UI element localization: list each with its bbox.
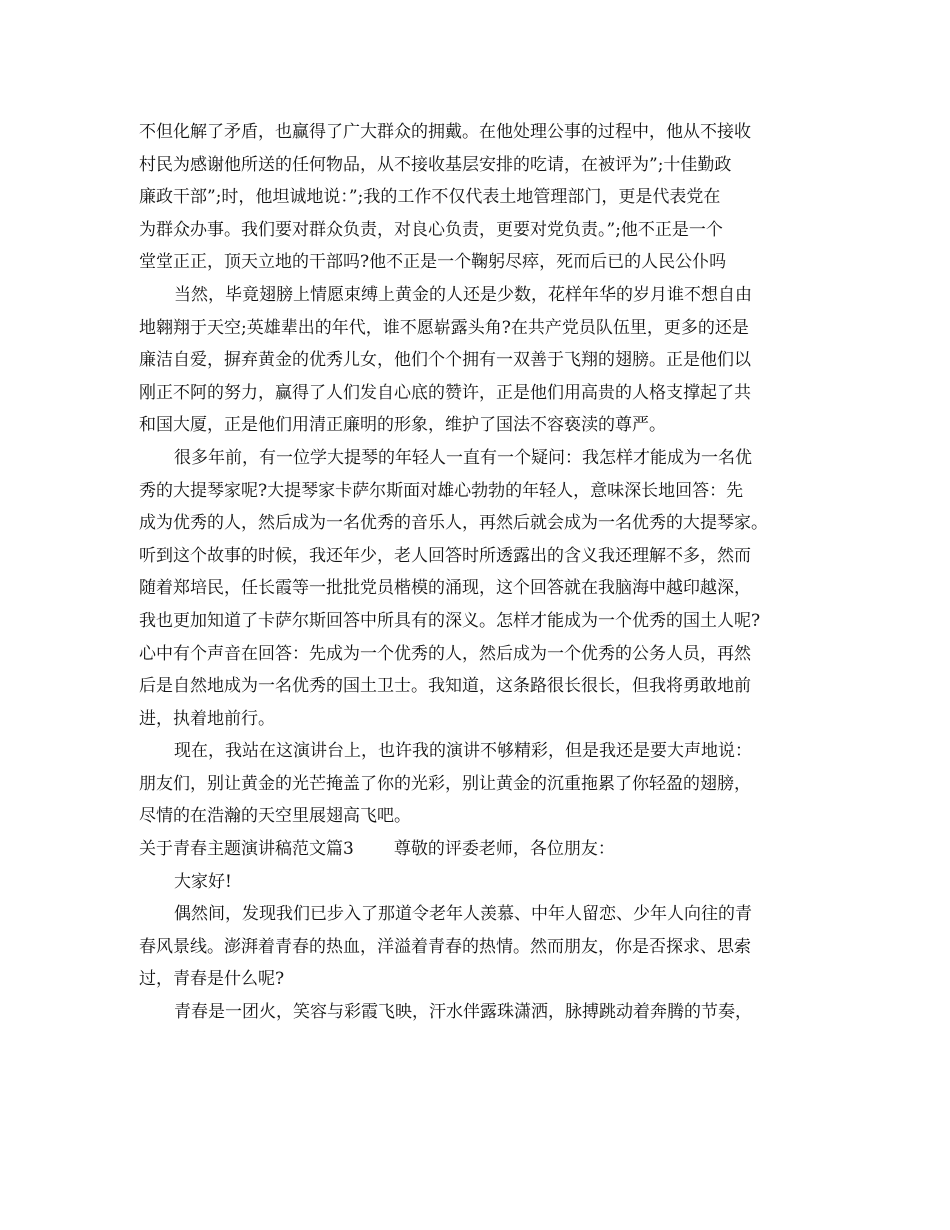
paragraph-line: 地翱翔于天空;英雄辈出的年代，谁不愿崭露头角?在共产党员队伍里，更多的还是 — [139, 317, 749, 338]
paragraph-line: 过，青春是什么呢? — [139, 969, 285, 990]
paragraph-line: 现在，我站在这演讲台上，也许我的演讲不够精彩，但是我还是要大声地说： — [174, 741, 752, 762]
paragraph-line: 随着郑培民，任长霞等一批批党员楷模的涌现，这个回答就在我脑海中越印越深， — [139, 578, 751, 599]
paragraph-line: 廉政干部”;时，他坦诚地说：”;我的工作不仅代表土地管理部门，更是代表党在 — [139, 187, 721, 208]
document-body — [139, 116, 829, 1029]
paragraph-line: 秀的大提琴家呢?大提琴家卡萨尔斯面对雄心勃勃的年轻人，意味深长地回答：先 — [139, 480, 744, 501]
section-title: 关于青春主题演讲稿范文篇3 — [139, 839, 354, 860]
paragraph-line: 春风景线。澎湃着青春的热血，洋溢着青春的热情。然而朋友，你是否探求、思索 — [139, 936, 751, 957]
paragraph-line: 堂堂正正，顶天立地的干部吗?他不正是一个鞠躬尽瘁，死而后已的人民公仆吗 — [139, 252, 727, 273]
paragraph-line: 我也更加知道了卡萨尔斯回答中所具有的深义。怎样才能成为一个优秀的国土人呢? — [139, 610, 761, 631]
paragraph-line: 和国大厦，正是他们用清正廉明的形象，维护了国法不容亵渎的尊严。 — [139, 415, 666, 436]
paragraph-line: 听到这个故事的时候，我还年少，老人回答时所透露出的含义我还理解不多，然而 — [139, 545, 751, 566]
paragraph-line: 廉洁自爱，摒弃黄金的优秀儿女，他们个个拥有一双善于飞翔的翅膀。正是他们以 — [139, 350, 751, 371]
paragraph-line: 偶然间，发现我们已步入了那道令老年人羡慕、中年人留恋、少年人向往的青 — [174, 904, 752, 925]
paragraph-line: 刚正不阿的努力，赢得了人们发自心底的赞许，正是他们用高贵的人格支撑起了共 — [139, 382, 751, 403]
paragraph-line: 朋友们，别让黄金的光芒掩盖了你的光彩，别让黄金的沉重拖累了你轻盈的翅膀， — [139, 773, 751, 794]
paragraph-line: 为群众办事。我们要对群众负责，对良心负责，更要对党负责。”;他不正是一个 — [139, 219, 723, 240]
section-heading — [139, 833, 829, 866]
paragraph-line: 村民为感谢他所送的任何物品，从不接收基层安排的吃请，在被评为”;十佳勤政 — [139, 154, 732, 175]
paragraph-line: 当然，毕竟翅膀上情愿束缚上黄金的人还是少数，花样年华的岁月谁不想自由 — [174, 284, 752, 305]
paragraph-line: 大家好! — [174, 871, 232, 892]
paragraph-line: 后是自然地成为一名优秀的国土卫士。我知道，这条路很长很长，但我将勇敢地前 — [139, 676, 751, 697]
paragraph-line: 尽情的在浩瀚的天空里展翅高飞吧。 — [139, 806, 411, 827]
paragraph-line: 不但化解了矛盾，也赢得了广大群众的拥戴。在他处理公事的过程中，他从不接收 — [139, 122, 751, 142]
paragraph-line: 成为优秀的人，然后成为一名优秀的音乐人，再然后就会成为一名优秀的大提琴家。 — [139, 513, 768, 534]
paragraph-line: 进，执着地前行。 — [139, 708, 275, 729]
paragraph-line: 很多年前，有一位学大提琴的年轻人一直有一个疑问：我怎样才能成为一名优 — [174, 447, 752, 468]
greeting: 尊敬的评委老师，各位朋友： — [393, 839, 615, 860]
paragraph-line: 心中有个声音在回答：先成为一个优秀的人，然后成为一个优秀的公务人员，再然 — [139, 643, 751, 664]
paragraph-line: 青春是一团火，笑容与彩霞飞映，汗水伴露珠潇洒，脉搏跳动着奔腾的节奏， — [174, 1002, 752, 1023]
